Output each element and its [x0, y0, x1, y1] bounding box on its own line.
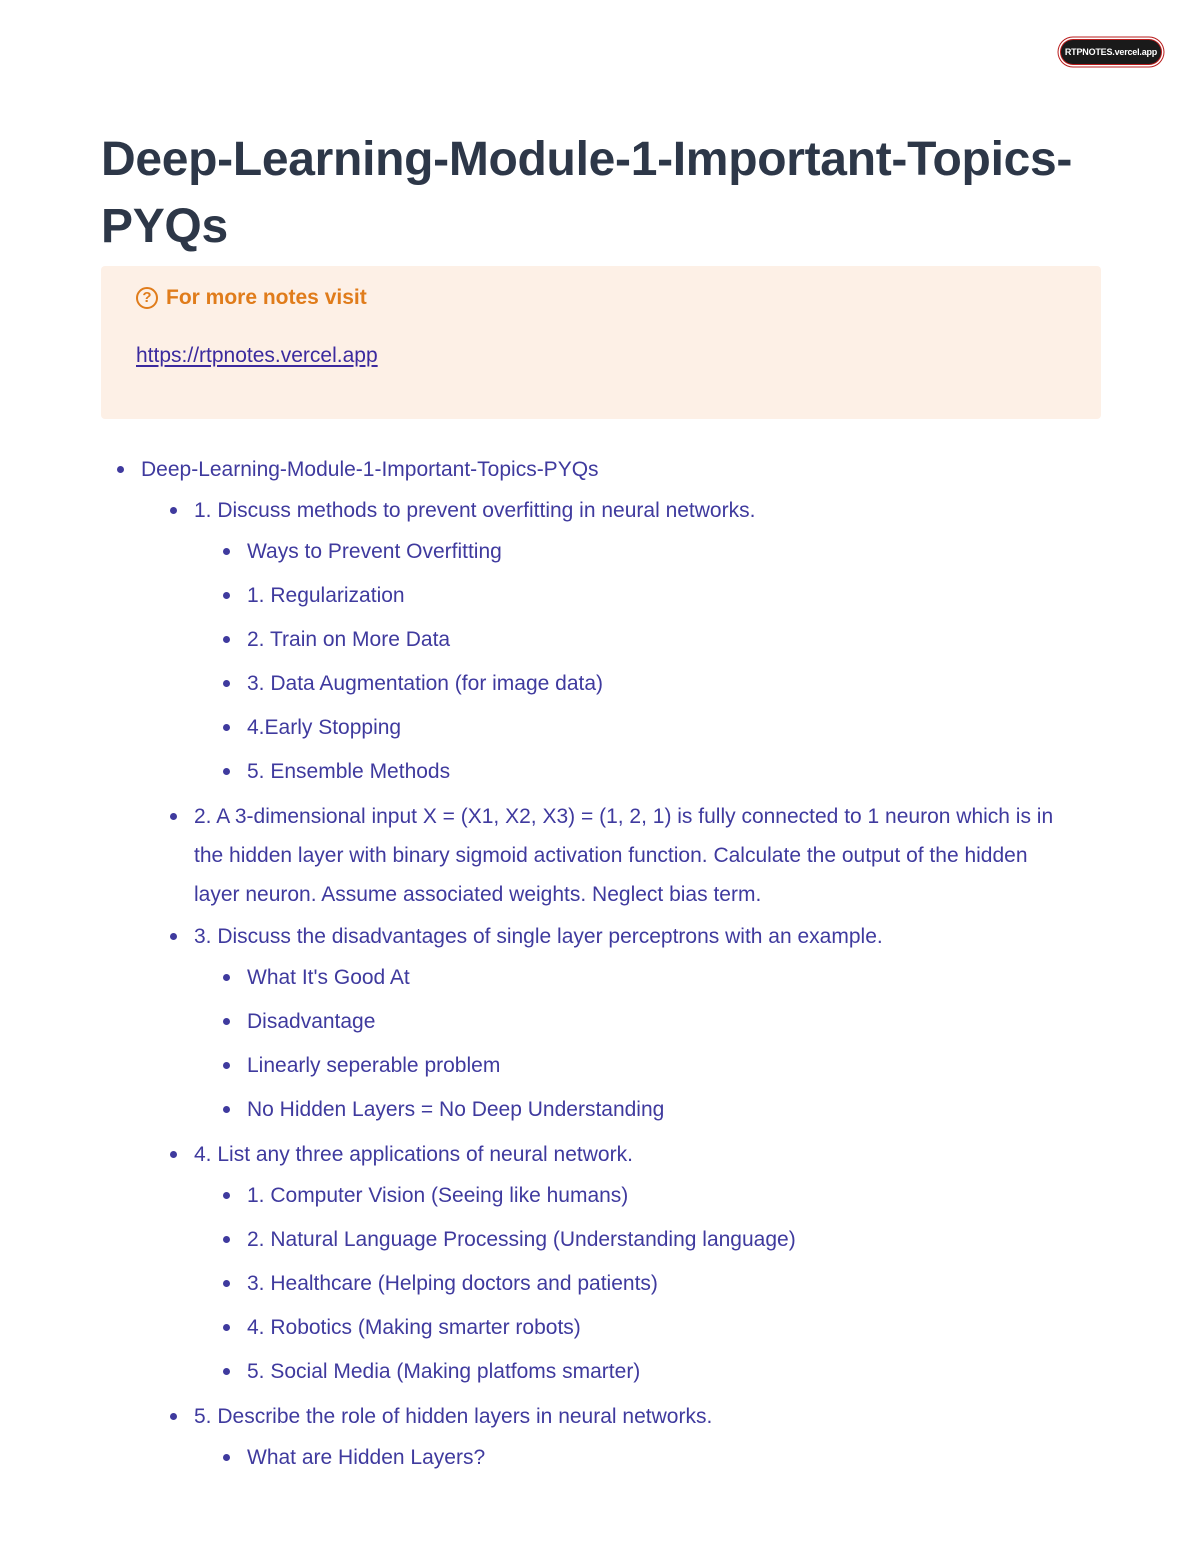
notes-site-link[interactable]: https://rtpnotes.vercel.app: [136, 344, 378, 367]
toc-question-4[interactable]: 4. List any three applications of neural network.: [194, 1135, 1054, 1174]
toc-q3-item[interactable]: No Hidden Layers = No Deep Understanding: [247, 1090, 1047, 1129]
toc-q5-item[interactable]: What are Hidden Layers?: [247, 1438, 1047, 1477]
page-title: Deep-Learning-Module-1-Important-Topics-PYQs: [101, 133, 1073, 253]
toc-q1-item[interactable]: 3. Data Augmentation (for image data): [247, 664, 1047, 703]
toc-q4-item[interactable]: 4. Robotics (Making smarter robots): [247, 1308, 1047, 1347]
toc-q1-item[interactable]: Ways to Prevent Overfitting: [247, 532, 1047, 571]
toc-q1-item[interactable]: 5. Ensemble Methods: [247, 752, 1047, 791]
callout-heading-text: For more notes visit: [166, 286, 367, 309]
toc-q3-item[interactable]: Disadvantage: [247, 1002, 1047, 1041]
toc-question-5[interactable]: 5. Describe the role of hidden layers in neural networks.: [194, 1397, 1054, 1436]
callout-heading: [136, 286, 367, 310]
question-circle-icon: ?: [136, 287, 158, 309]
toc-q1-item[interactable]: 2. Train on More Data: [247, 620, 1047, 659]
toc-question-3[interactable]: 3. Discuss the disadvantages of single layer perceptrons with an example.: [194, 917, 1054, 956]
toc-q3-item[interactable]: Linearly seperable problem: [247, 1046, 1047, 1085]
toc-q4-item[interactable]: 5. Social Media (Making platfoms smarter): [247, 1352, 1047, 1391]
toc-q4-item[interactable]: 1. Computer Vision (Seeing like humans): [247, 1176, 1047, 1215]
notes-callout: [101, 266, 1101, 419]
toc-question-1[interactable]: 1. Discuss methods to prevent overfitting in neural networks.: [194, 491, 1054, 530]
site-badge[interactable]: RTPNOTES.vercel.app: [1061, 40, 1161, 64]
toc-q1-item[interactable]: 1. Regularization: [247, 576, 1047, 615]
toc-q4-item[interactable]: 2. Natural Language Processing (Understanding language): [247, 1220, 1047, 1259]
table-of-contents: [0, 450, 1200, 1477]
toc-question-2[interactable]: 2. A 3-dimensional input X = (X1, X2, X3) = (1, 2, 1) is fully connected to 1 neuron which is in the hidden layer with binary sigmoid activation function. Calculate the output of the hidden layer neuron. Assume associated weights. Neglect bias term.: [194, 797, 1054, 914]
toc-root-link[interactable]: Deep-Learning-Module-1-Important-Topics-PYQs: [141, 450, 1101, 489]
toc-q4-item[interactable]: 3. Healthcare (Helping doctors and patients): [247, 1264, 1047, 1303]
toc-q1-item[interactable]: 4.Early Stopping: [247, 708, 1047, 747]
toc-q3-item[interactable]: What It's Good At: [247, 958, 1047, 997]
